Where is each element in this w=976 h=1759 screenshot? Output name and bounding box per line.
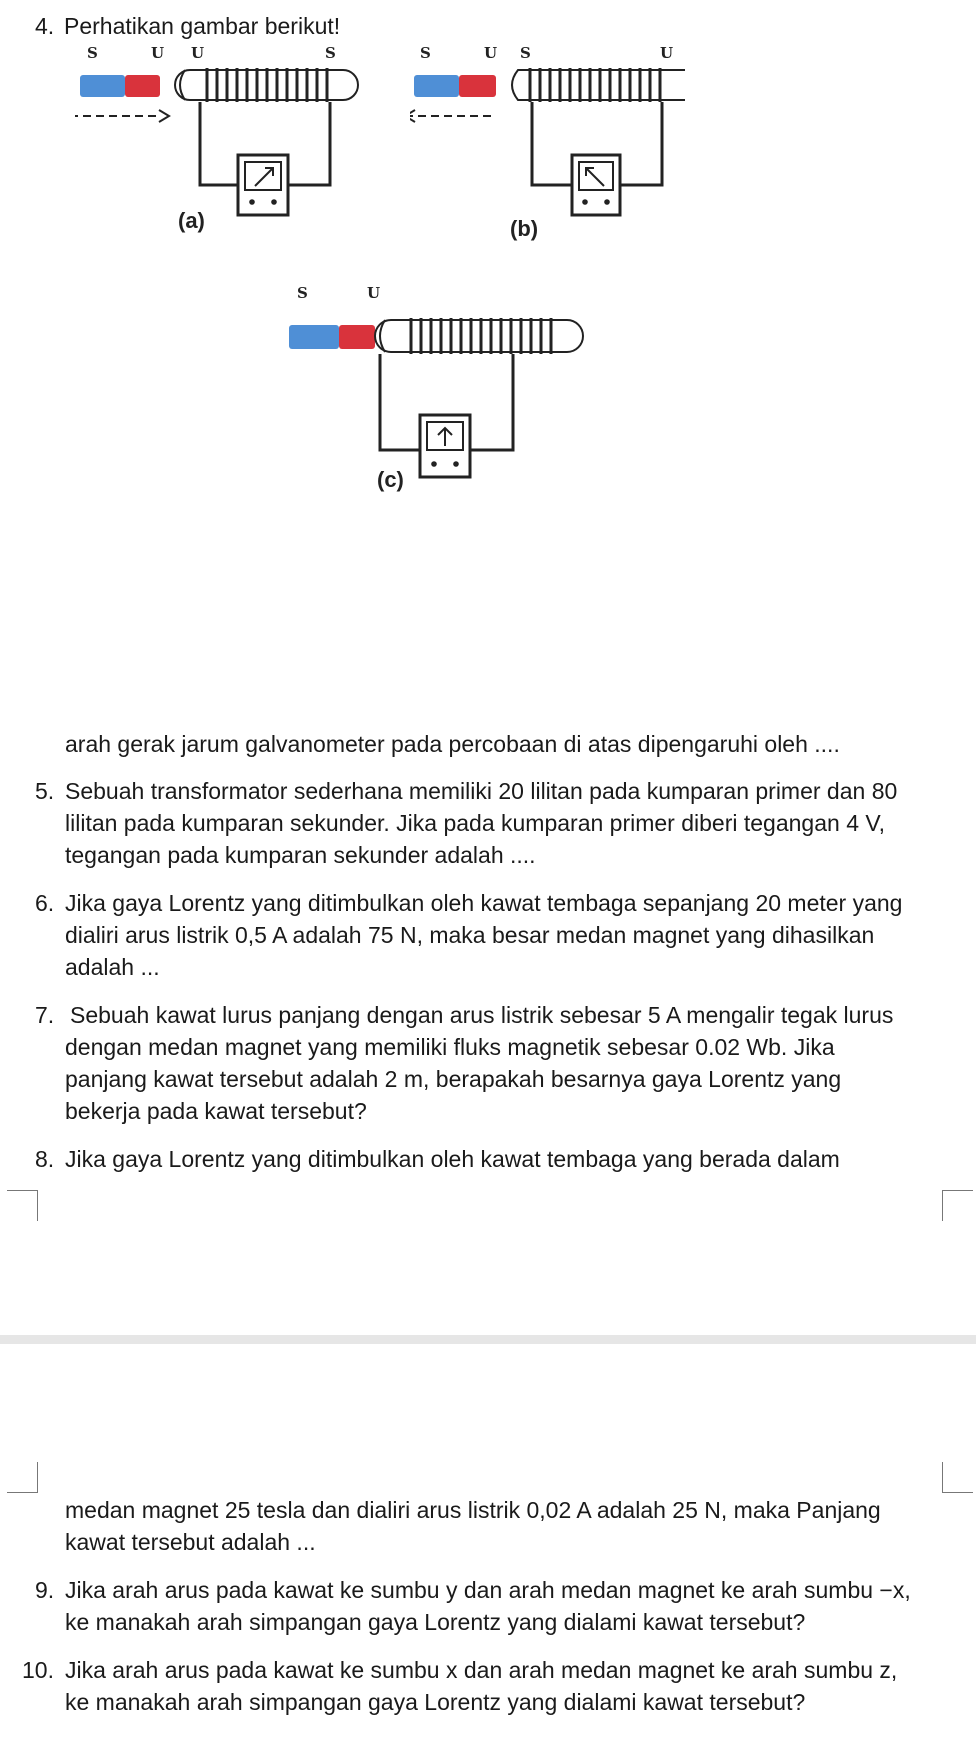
figure-b-label-3: S	[520, 44, 531, 62]
solenoid-b	[512, 68, 685, 102]
question-7-line-4: bekerja pada kawat tersebut?	[65, 1098, 367, 1124]
figure-b-label-4: U	[660, 44, 674, 62]
galvanometer-b	[572, 155, 620, 215]
question-7-line-1: Sebuah kawat lurus panjang dengan arus listrik sebesar 5 A mengalir tegak lurus	[70, 1002, 894, 1028]
question-4-prompt: arah gerak jarum galvanometer pada percobaan di atas dipengaruhi oleh ....	[65, 731, 840, 757]
question-8-line-1: Jika gaya Lorentz yang ditimbulkan oleh kawat tembaga yang berada dalam	[65, 1146, 840, 1172]
question-8-line-2: medan magnet 25 tesla dan dialiri arus listrik 0,02 A adalah 25 N, maka Panjang	[65, 1497, 881, 1523]
figure-a	[75, 40, 405, 250]
question-7-number: 7.	[35, 1002, 55, 1028]
figure-c	[285, 280, 615, 505]
question-9-number: 9.	[35, 1577, 55, 1603]
question-5-line-3: tegangan pada kumparan sekunder adalah ....	[65, 842, 536, 868]
bar-magnet-c	[289, 325, 375, 349]
question-8-line-3: kawat tersebut adalah ...	[65, 1529, 316, 1555]
question-5-line-2: lilitan pada kumparan sekunder. Jika pada kumparan primer diberi tegangan 4 V,	[65, 810, 885, 836]
question-9-line-1: Jika arah arus pada kawat ke sumbu y dan arah medan magnet ke arah sumbu −x,	[65, 1577, 911, 1603]
figure-b-label-1: S	[420, 44, 431, 62]
question-6-line-2: dialiri arus listrik 0,5 A adalah 75 N, maka besar medan magnet yang dihasilkan	[65, 922, 875, 948]
page-break	[0, 1335, 976, 1344]
galvanometer-a	[238, 155, 288, 215]
crop-mark-top-right	[942, 1190, 973, 1221]
question-10-number: 10.	[22, 1657, 54, 1683]
figure-a-label-1: S	[87, 44, 98, 62]
solenoid-c	[375, 318, 583, 354]
question-10-line-2: ke manakah arah simpangan gaya Lorentz yang dialami kawat tersebut?	[65, 1689, 806, 1715]
figure-a-label-2: U	[151, 44, 165, 62]
figure-a-label-3: U	[191, 44, 205, 62]
figure-b-label-2: U	[484, 44, 498, 62]
question-10-line-1: Jika arah arus pada kawat ke sumbu x dan arah medan magnet ke arah sumbu z,	[65, 1657, 898, 1683]
question-8-number: 8.	[35, 1146, 55, 1172]
crop-mark-bottom-right	[942, 1462, 973, 1493]
bar-magnet-a	[80, 75, 160, 97]
question-9-line-2: ke manakah arah simpangan gaya Lorentz yang dialami kawat tersebut?	[65, 1609, 806, 1635]
solenoid-a	[175, 68, 358, 102]
question-4-number: 4.	[35, 13, 55, 39]
question-7-line-3: panjang kawat tersebut adalah 2 m, berapakah besarnya gaya Lorentz yang	[65, 1066, 842, 1092]
figure-c-label-1: S	[297, 284, 308, 302]
question-6-number: 6.	[35, 890, 55, 916]
question-5-number: 5.	[35, 778, 55, 804]
figure-a-caption: (a)	[178, 208, 205, 233]
figure-c-label-2: U	[367, 284, 381, 302]
figure-a-label-4: S	[325, 44, 336, 62]
figure-b	[410, 40, 770, 250]
figure-b-caption: (b)	[510, 216, 539, 241]
bar-magnet-b	[414, 75, 496, 97]
crop-mark-bottom-left	[7, 1462, 38, 1493]
question-5-line-1: Sebuah transformator sederhana memiliki 20 lilitan pada kumparan primer dan 80	[65, 778, 898, 804]
crop-mark-top-left	[7, 1190, 38, 1221]
question-7-line-2: dengan medan magnet yang memiliki fluks magnetik sebesar 0.02 Wb. Jika	[65, 1034, 835, 1060]
question-6-line-3: adalah ...	[65, 954, 160, 980]
question-6-line-1: Jika gaya Lorentz yang ditimbulkan oleh kawat tembaga sepanjang 20 meter yang	[65, 890, 903, 916]
question-4-text: Perhatikan gambar berikut!	[64, 13, 341, 39]
figure-c-caption: (c)	[377, 467, 404, 492]
galvanometer-c	[420, 415, 470, 477]
